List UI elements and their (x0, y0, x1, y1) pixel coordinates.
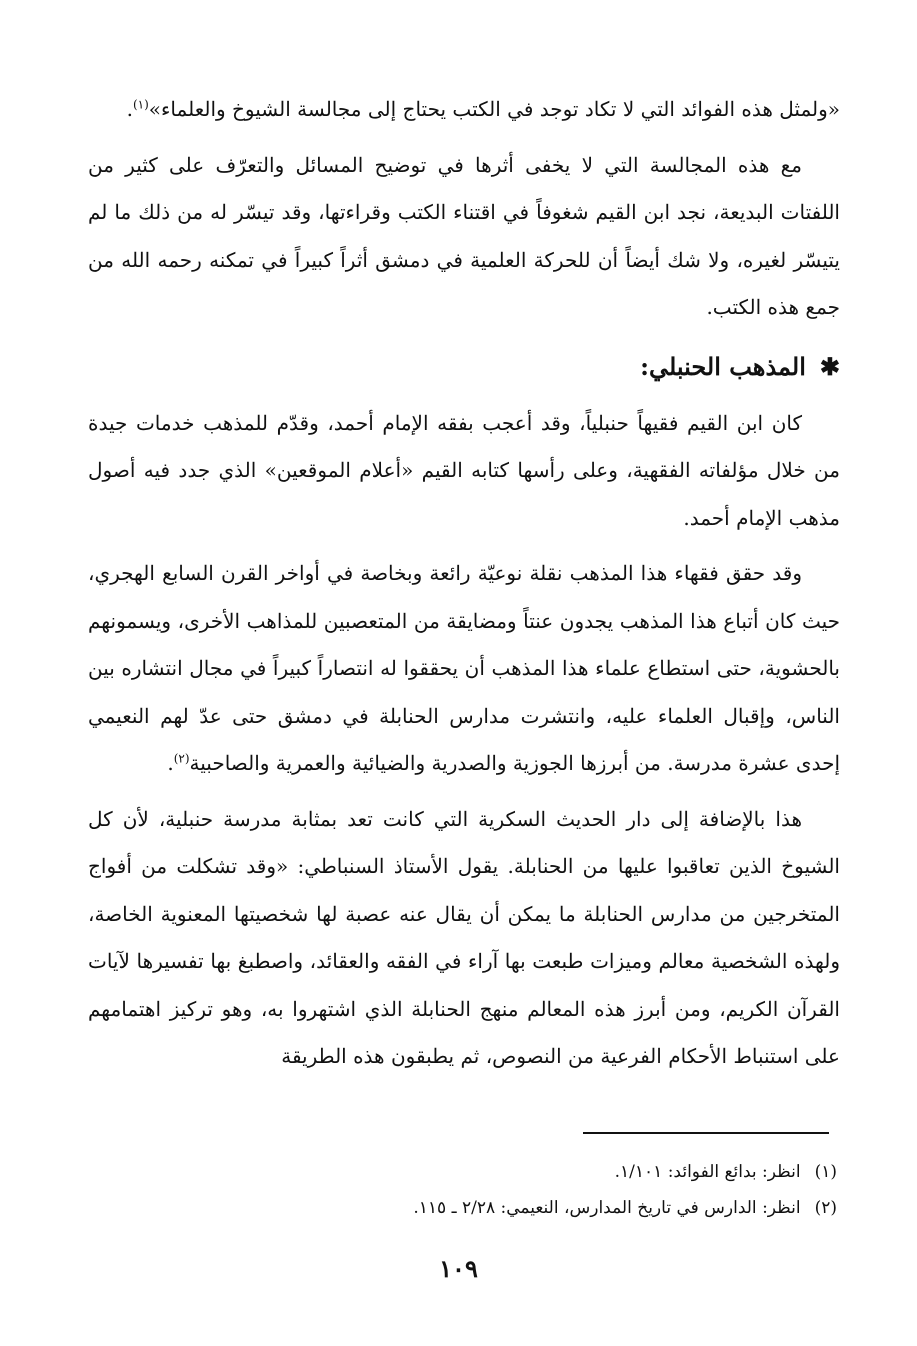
asterisk-icon: ✱ (819, 351, 840, 381)
footnote-text: انظر: الدارس في تاريخ المدارس، النعيمي: ٢/٢٨ ـ ١١٥. (413, 1198, 801, 1218)
footnote-divider (583, 1132, 829, 1134)
paragraph-text: مع هذه المجالسة التي لا يخفى أثرها في توضيح المسائل والتعرّف على كثير من اللفتات البديعة، نجد ابن القيم شغوفاً في اقتناء الكتب وقراءتها، وقد تيسّر له من ذلك ما لم يتيسّر لغيره، ولا شك أيضاً أن للحركة العلمية في دمشق أثراً كبيراً في تمكنه رحمه الله من جمع هذه الكتب. (88, 152, 840, 319)
main-text (88, 86, 840, 1081)
paragraph-text: هذا بالإضافة إلى دار الحديث السكرية التي كانت تعد بمثابة مدرسة حنبلية، لأن كل الشيوخ الذين تعاقبوا عليها من الحنابلة. يقول الأستاذ السنباطي: «وقد تشكلت من أفواج المتخرجين من مدارس الحنابلة ما يمكن أن يقال عنه عصبة لها شخصيتها المعنوية الخاصة، ولهذه الشخصية معالم وميزات طبعت بها آراء في الفقه والعقائد، واصطبغ بها تفسيرها لآيات القرآن الكريم، ومن أبرز هذه المعالم منهج الحنابلة الذي اشتهروا به، وهو تركيز اهتمامهم على استنباط الأحكام الفرعية من النصوص، ثم يطبقون هذه الطريقة (88, 806, 840, 1068)
paragraph-text: «ولمثل هذه الفوائد التي لا تكاد توجد في الكتب يحتاج إلى مجالسة الشيوخ والعلماء» (148, 97, 840, 121)
footnote (85, 1154, 837, 1190)
paragraph-text: وقد حقق فقهاء هذا المذهب نقلة نوعيّة رائعة وبخاصة في أواخر القرن السابع الهجري، حيث كان أتباع هذا المذهب يجدون عنتاً ومضايقة من المتعصبين للمذاهب الأخرى، ويسمونهم بالحشوية، حتى استطاع علماء هذا المذهب أن يحققوا له انتصاراً كبيراً في مجال انتشاره بين الناس، وإقبال العلماء عليه، وانتشرت مدارس الحنابلة في دمشق حتى عدّ لهم النعيمي إحدى عشرة مدرسة. من أبرزها الجوزية والصدرية والضيائية والعمرية والصاحبية (88, 561, 840, 775)
heading-text: المذهب الحنبلي: (640, 351, 806, 381)
paragraph (88, 550, 840, 788)
page-number: ١٠٩ (439, 1254, 478, 1283)
footnote (85, 1190, 837, 1226)
footnote-number: (١) (814, 1162, 837, 1182)
footnote-text: انظر: بدائع الفوائد: ١/١٠١. (614, 1162, 801, 1182)
footnote-number: (٢) (814, 1198, 837, 1218)
footnote-ref: (١) (132, 97, 149, 112)
footnote-ref: (٢) (173, 751, 190, 766)
paragraph (88, 142, 840, 332)
section-heading (88, 344, 840, 390)
paragraph (88, 400, 840, 543)
paragraph-text: كان ابن القيم فقيهاً حنبلياً، وقد أعجب بفقه الإمام أحمد، وقدّم للمذهب خدمات جيدة من خلال مؤلفاته الفقهية، وعلى رأسها كتابه القيم «أعلام الموقعين» الذي جدد فيه أصول مذهب الإمام أحمد. (88, 410, 840, 530)
period: . (167, 751, 174, 775)
period: . (126, 97, 133, 121)
footnotes (85, 1154, 837, 1226)
paragraph-quote (88, 86, 840, 134)
paragraph (88, 796, 840, 1081)
